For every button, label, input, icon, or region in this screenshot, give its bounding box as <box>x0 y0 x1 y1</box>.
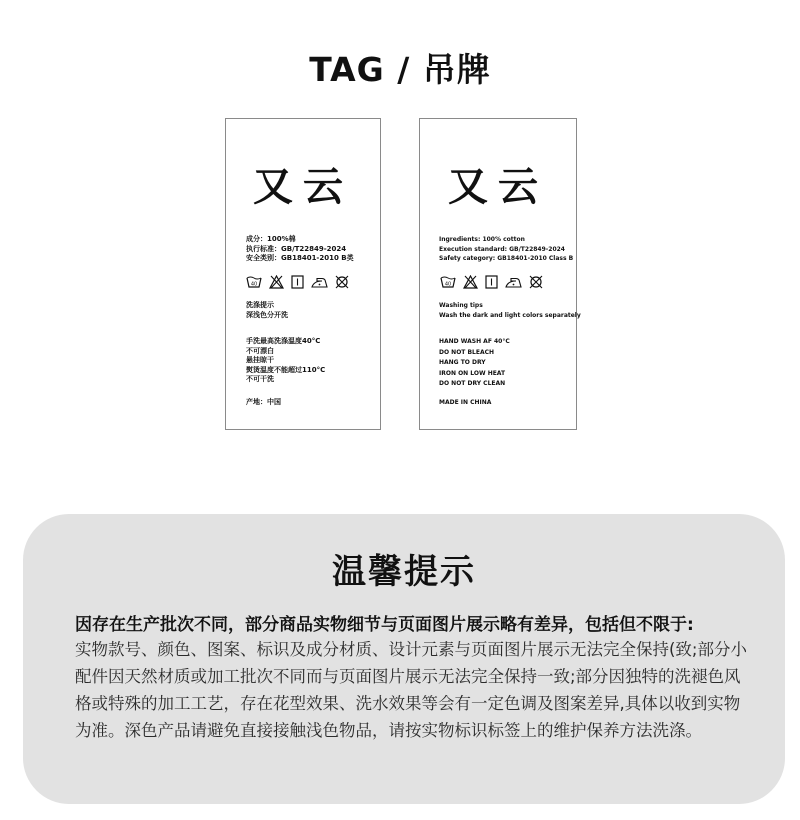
care-line: 悬挂晾干 <box>246 356 274 364</box>
tag-info-line: Safety category: GB18401-2010 Class B <box>439 255 574 262</box>
washing-tips <box>439 301 581 320</box>
hang-dry-icon <box>291 275 304 289</box>
care-instructions <box>246 337 325 385</box>
care-line: HANG TO DRY <box>439 359 486 366</box>
care-line: 手洗最高洗涤温度40°C <box>246 337 321 345</box>
care-line: 熨烫温度不能超过110°C <box>246 365 326 374</box>
tag-info <box>439 235 573 264</box>
care-line: 不可漂白 <box>246 346 274 355</box>
tag-info-line: 安全类别：GB18401-2010 B类 <box>246 254 354 262</box>
tag-info-line: Execution standard: GB/T22849-2024 <box>439 245 565 253</box>
tag-info-line: 执行标准：GB/T22849-2024 <box>246 244 347 253</box>
tag-brand-logo: 又云 <box>448 164 548 210</box>
tag-english <box>419 118 581 430</box>
notice-lead: 因存在生产批次不同，部分商品实物细节与页面图片展示略有差异，包括但不限于: <box>75 615 694 635</box>
care-instructions <box>439 337 510 390</box>
svg-text:40: 40 <box>250 281 258 288</box>
tag-info <box>246 235 354 264</box>
care-line: DO NOT BLEACH <box>439 348 495 356</box>
hand-wash-40-icon <box>246 275 262 289</box>
iron-low-icon <box>505 275 522 289</box>
tag-chinese <box>225 118 381 430</box>
hang-dry-icon <box>485 275 498 289</box>
notice-body: 实物款号、颜色、图案、标识及成分材质、设计元素与页面图片展示无法完全保持(致;部分小配件因天然材质或加工批次不同而与页面图片展示无法完全保持一致;部分因独特的洗褪色风格或特殊的加工工艺，存在花型效果、洗水效果等会有一定色调及图案差异,具体以收到实物为准。深色产品请避免直接接触浅色物品，请按实物标识标签上的维护保养方法洗涤。 <box>75 640 747 740</box>
do-not-dry-clean-icon <box>529 275 543 289</box>
origin-label: 产地：中国 <box>246 398 281 406</box>
care-icons <box>440 275 543 289</box>
washing-tips-line: 深浅色分开洗 <box>246 310 288 319</box>
care-line: 不可干洗 <box>246 375 274 383</box>
washing-tips-line: 洗涤提示 <box>246 301 274 309</box>
tag-info-line: 成分：100%棉 <box>246 235 296 243</box>
care-icons <box>246 275 349 289</box>
do-not-bleach-icon <box>463 275 478 289</box>
iron-low-icon <box>311 275 328 289</box>
washing-tips <box>246 301 288 320</box>
washing-tips-line: Wash the dark and light colors separately <box>439 311 581 319</box>
page-title: TAG / 吊牌 <box>309 50 491 89</box>
tag-brand-logo: 又云 <box>253 164 353 210</box>
care-line: DO NOT DRY CLEAN <box>439 380 506 387</box>
notice-title: 温馨提示 <box>332 552 476 592</box>
tag-info-line: Ingredients: 100% cotton <box>439 236 525 243</box>
care-line: IRON ON LOW HEAT <box>439 369 506 377</box>
do-not-dry-clean-icon <box>335 275 349 289</box>
notice-panel <box>23 514 785 804</box>
svg-text:40: 40 <box>444 281 452 288</box>
do-not-bleach-icon <box>269 275 284 289</box>
origin-label: MADE IN CHINA <box>439 399 492 406</box>
hand-wash-40-icon <box>440 275 456 289</box>
care-line: HAND WASH AF 40°C <box>439 338 510 345</box>
washing-tips-line: Washing tips <box>439 302 483 309</box>
